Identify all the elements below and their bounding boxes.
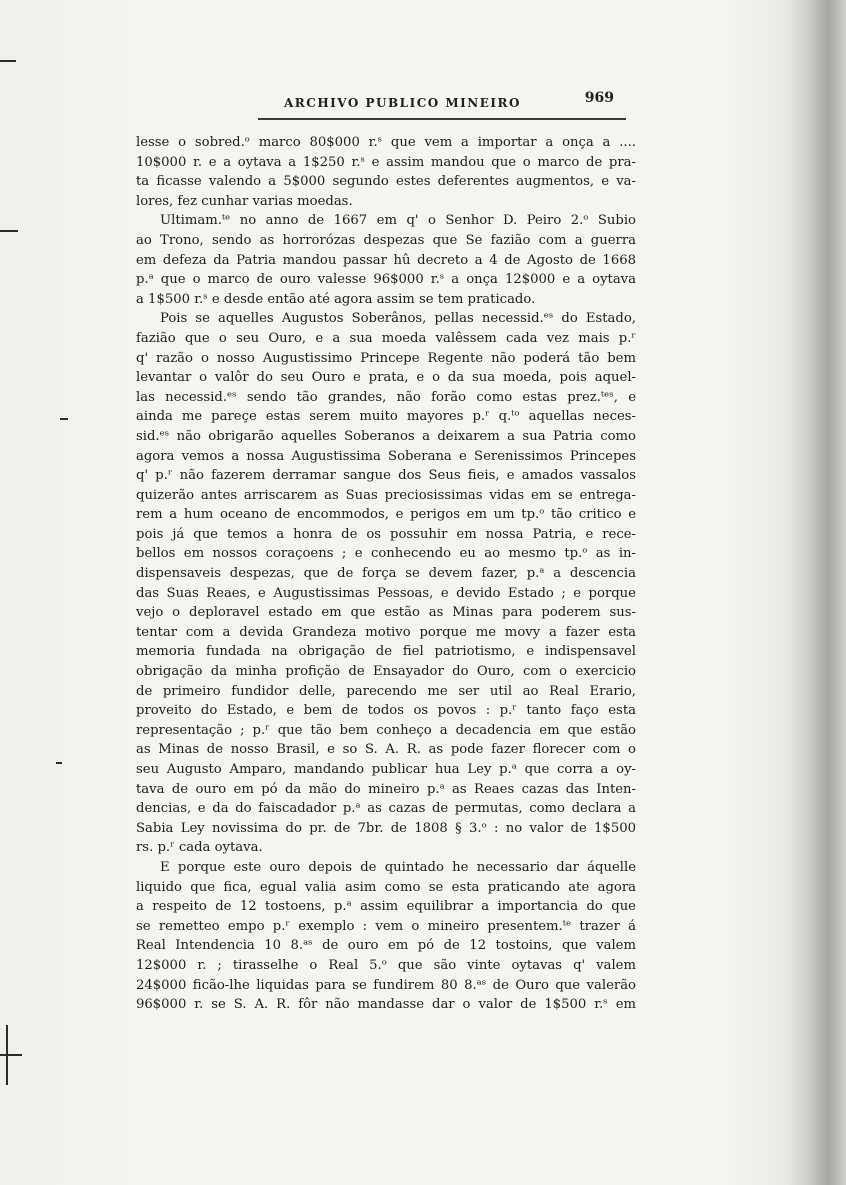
text-line: rem a hum oceano de encommodos, e perigos em um tp.ᵒ tão critico e — [136, 507, 636, 523]
text-line: proveito do Estado, e bem de todos os povos : p.ʳ tanto faço esta — [136, 703, 636, 719]
margin-tick — [0, 1054, 22, 1056]
text-line: as Minas de nosso Brasil, e so S. A. R. as pode fazer florecer com o — [136, 742, 636, 758]
text-line: rs. p.ʳ cada oytava. — [136, 840, 263, 856]
text-line: 96$000 r. se S. A. R. fôr não mandasse dar o valor de 1$500 r.ˢ em — [136, 997, 636, 1013]
text-line: 12$000 r. ; tirasselhe o Real 5.ᵒ que são vinte oytavas q' valem — [136, 957, 636, 973]
text-line: ta ficasse valendo a 5$000 segundo estes deferentes augmentos, e va- — [136, 174, 636, 190]
text-line: obrigação da minha profição de Ensayador do Ouro, com o exercicio — [136, 664, 636, 680]
running-head: ARCHIVO PUBLICO MINEIRO — [284, 96, 521, 110]
text-line: representação ; p.ʳ que tão bem conheço a decadencia em que estão — [136, 722, 636, 738]
text-line: memoria fundada na obrigação de fiel patriotismo, e indispensavel — [136, 644, 636, 660]
header-rule — [258, 118, 626, 120]
margin-tick — [56, 762, 62, 764]
text-line: tentar com a devida Grandeza motivo porque me movy a fazer esta — [136, 624, 636, 640]
text-line: sid.ᵉˢ não obrigarão aquelles Soberanos a deixarem a sua Patria como — [136, 428, 636, 444]
text-line: Pois se aquelles Augustos Soberânos, pellas necessid.ᵉˢ do Estado, — [160, 311, 636, 327]
text-line: fazião que o seu Ouro, e a sua moeda valêssem cada vez mais p.ʳ — [136, 330, 636, 346]
text-line: q' razão o nosso Augustissimo Princepe Regente não poderá tão bem — [136, 350, 636, 366]
page-number: 969 — [584, 90, 614, 106]
text-line: das Suas Reaes, e Augustissimas Pessoas, e devido Estado ; e porque — [136, 585, 636, 601]
text-line: ao Trono, sendo as horrorózas despezas que Se fazião com a guerra — [136, 232, 636, 248]
body-text — [136, 133, 636, 1015]
margin-tick — [60, 418, 68, 420]
page-header — [258, 90, 626, 124]
text-line: 24$000 ficão-lhe liquidas para se fundirem 80 8.ᵃˢ de Ouro que valerão — [136, 977, 636, 993]
text-line: seu Augusto Amparo, mandando publicar hua Ley p.ᵃ que corra a oy- — [136, 762, 636, 777]
page-edge-shadow — [788, 0, 846, 1185]
text-line: a 1$500 r.ˢ e desde então até agora assim se tem praticado. — [136, 291, 536, 307]
text-line: tava de ouro em pó da mão do mineiro p.ᵃ as Reaes cazas das Inten- — [136, 781, 636, 797]
text-line: dispensaveis despezas, que de força se devem fazer, p.ᵃ a descencia — [136, 566, 636, 582]
text-line: quizerão antes arriscarem as Suas preciosissimas vidas em se entrega- — [136, 487, 636, 503]
text-line: liquido que fica, egual valia asim como se esta praticando ate agora — [136, 879, 636, 895]
text-line: levantar o valôr do seu Ouro e prata, e o da sua moeda, pois aquel- — [136, 370, 636, 386]
text-line: vejo o deploravel estado em que estão as Minas para poderem sus- — [136, 605, 636, 621]
text-line: pois já que temos a honra de os possuhir em nossa Patria, e rece- — [136, 526, 636, 542]
text-line: Ultimam.ᵗᵉ no anno de 1667 em q' o Senhor D. Peiro 2.ᵒ Subio — [160, 213, 636, 229]
text-line: a respeito de 12 tostoens, p.ᵃ assim equilibrar a importancia do que — [136, 899, 636, 915]
text-line: Real Intendencia 10 8.ᵃˢ de ouro em pó de 12 tostoins, que valem — [136, 938, 636, 954]
text-line: se remetteo empo p.ʳ exemplo : vem o mineiro presentem.ᵗᵉ trazer á — [136, 918, 636, 934]
text-line: agora vemos a nossa Augustissima Soberana e Serenissimos Princepes — [136, 448, 636, 464]
text-line: p.ᵃ que o marco de ouro valesse 96$000 r.ˢ a onça 12$000 e a oytava — [136, 272, 636, 288]
text-line: em defeza da Patria mandou passar hû decreto a 4 de Agosto de 1668 — [136, 252, 636, 268]
text-line: Sabia Ley novissima do pr. de 7br. de 1808 § 3.ᵒ : no valor de 1$500 — [136, 820, 636, 836]
margin-tick — [0, 60, 16, 62]
margin-tick — [0, 230, 18, 232]
text-line: q' p.ʳ não fazerem derramar sangue dos Seus fieis, e amados vassalos — [136, 468, 636, 484]
text-line: bellos em nossos coraçoens ; e conhecendo eu ao mesmo tp.ᵒ as in- — [136, 546, 636, 562]
text-line: de primeiro fundidor delle, parecendo me ser util ao Real Erario, — [136, 683, 636, 699]
text-line: dencias, e da do faiscadador p.ᵃ as cazas de permutas, como declara a — [136, 801, 636, 817]
text-line: lesse o sobred.ᵒ marco 80$000 r.ˢ que vem a importar a onça a .... — [136, 135, 636, 150]
text-line: las necessid.ᵉˢ sendo tão grandes, não forão como estas prez.ᵗᵉˢ, e — [136, 389, 636, 405]
text-line: 10$000 r. e a oytava a 1$250 r.ˢ e assim mandou que o marco de pra- — [136, 154, 636, 170]
text-line: lores, fez cunhar varias moedas. — [136, 193, 353, 209]
text-line: E porque este ouro depois de quintado he necessario dar áquelle — [160, 859, 636, 875]
text-line: ainda me pareçe estas serem muito mayores p.ʳ q.ᵗᵒ aquellas neces- — [136, 409, 636, 425]
